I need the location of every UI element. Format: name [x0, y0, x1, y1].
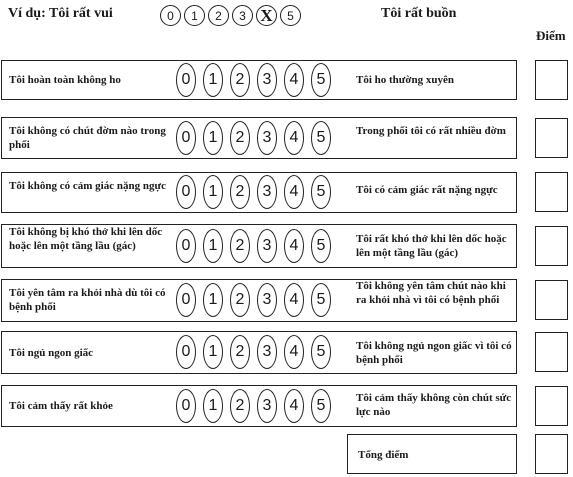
total-score-box[interactable]: [535, 434, 568, 474]
total-label: Tổng điểm: [358, 449, 409, 461]
score-column-header: Điểm: [536, 28, 566, 43]
left-statement: Tôi yên tâm ra khỏi nhà dù tôi có bệnh phổi: [9, 287, 166, 313]
option-5[interactable]: 5: [311, 63, 331, 97]
example-scale: [160, 5, 330, 29]
example-bubble-2: 2: [208, 5, 229, 26]
option-1[interactable]: 1: [203, 335, 223, 369]
option-2[interactable]: 2: [230, 121, 250, 155]
option-3[interactable]: 3: [257, 175, 277, 209]
left-statement: Tôi không có chút đờm nào trong phổi: [9, 125, 166, 151]
option-0[interactable]: 0: [176, 389, 196, 423]
option-2[interactable]: 2: [230, 63, 250, 97]
option-4[interactable]: 4: [284, 63, 304, 97]
option-4[interactable]: 4: [284, 229, 304, 263]
option-2[interactable]: 2: [230, 335, 250, 369]
option-4[interactable]: 4: [284, 121, 304, 155]
right-statement: Tôi rất khó thở khi lên dốc hoặc lên một tầng lầu (gác): [356, 233, 507, 259]
option-5[interactable]: 5: [311, 283, 331, 317]
option-2[interactable]: 2: [230, 283, 250, 317]
total-box: [347, 434, 517, 474]
example-bubble-0: 0: [160, 5, 181, 26]
option-1[interactable]: 1: [203, 389, 223, 423]
example-right-label: Tôi rất buồn: [381, 6, 457, 21]
right-statement: Tôi cảm thấy không còn chút sức lực nào: [356, 392, 512, 418]
option-0[interactable]: 0: [176, 283, 196, 317]
example-bubble-marked: X: [256, 5, 277, 26]
left-statement: Tôi ngủ ngon giấc: [9, 347, 94, 359]
option-3[interactable]: 3: [257, 335, 277, 369]
right-statement: Trong phổi tôi có rất nhiều đờm: [356, 125, 506, 137]
option-3[interactable]: 3: [257, 389, 277, 423]
option-0[interactable]: 0: [176, 63, 196, 97]
example-bubble-1: 1: [184, 5, 205, 26]
option-2[interactable]: 2: [230, 229, 250, 263]
option-1[interactable]: 1: [203, 283, 223, 317]
example-bubble-5: 5: [280, 5, 301, 26]
score-box[interactable]: [535, 332, 568, 372]
option-0[interactable]: 0: [176, 229, 196, 263]
option-5[interactable]: 5: [311, 121, 331, 155]
option-3[interactable]: 3: [257, 229, 277, 263]
option-1[interactable]: 1: [203, 63, 223, 97]
option-5[interactable]: 5: [311, 175, 331, 209]
option-0[interactable]: 0: [176, 175, 196, 209]
option-2[interactable]: 2: [230, 175, 250, 209]
score-box[interactable]: [535, 118, 568, 158]
example-label: Ví dụ: Tôi rất vui: [8, 6, 113, 21]
example-bubble-3: 3: [232, 5, 253, 26]
option-4[interactable]: 4: [284, 175, 304, 209]
option-3[interactable]: 3: [257, 121, 277, 155]
option-5[interactable]: 5: [311, 335, 331, 369]
score-box[interactable]: [535, 226, 568, 266]
left-statement: Tôi cảm thấy rất khỏe: [9, 400, 113, 412]
score-box[interactable]: [535, 60, 568, 100]
option-3[interactable]: 3: [257, 63, 277, 97]
option-4[interactable]: 4: [284, 389, 304, 423]
option-4[interactable]: 4: [284, 283, 304, 317]
score-box[interactable]: [535, 172, 568, 212]
score-box[interactable]: [535, 386, 568, 426]
right-statement: Tôi ho thường xuyên: [356, 74, 454, 86]
score-box[interactable]: [535, 280, 568, 320]
option-2[interactable]: 2: [230, 389, 250, 423]
option-5[interactable]: 5: [311, 229, 331, 263]
right-statement: Tôi không yên tâm chút nào khi ra khỏi nhà vì tôi có bệnh phổi: [356, 280, 506, 306]
left-statement: Tôi hoàn toàn không ho: [9, 74, 121, 86]
left-statement: Tôi không có cảm giác nặng ngực: [9, 180, 166, 192]
option-4[interactable]: 4: [284, 335, 304, 369]
option-0[interactable]: 0: [176, 121, 196, 155]
option-5[interactable]: 5: [311, 389, 331, 423]
right-statement: Tôi không ngủ ngon giấc vì tôi có bệnh phổi: [356, 340, 512, 366]
option-0[interactable]: 0: [176, 335, 196, 369]
option-3[interactable]: 3: [257, 283, 277, 317]
option-1[interactable]: 1: [203, 121, 223, 155]
option-1[interactable]: 1: [203, 175, 223, 209]
left-statement: Tôi không bị khó thở khi lên dốc hoặc lên một tầng lầu (gác): [9, 226, 163, 252]
option-1[interactable]: 1: [203, 229, 223, 263]
right-statement: Tôi có cảm giác rất nặng ngực: [356, 184, 498, 196]
